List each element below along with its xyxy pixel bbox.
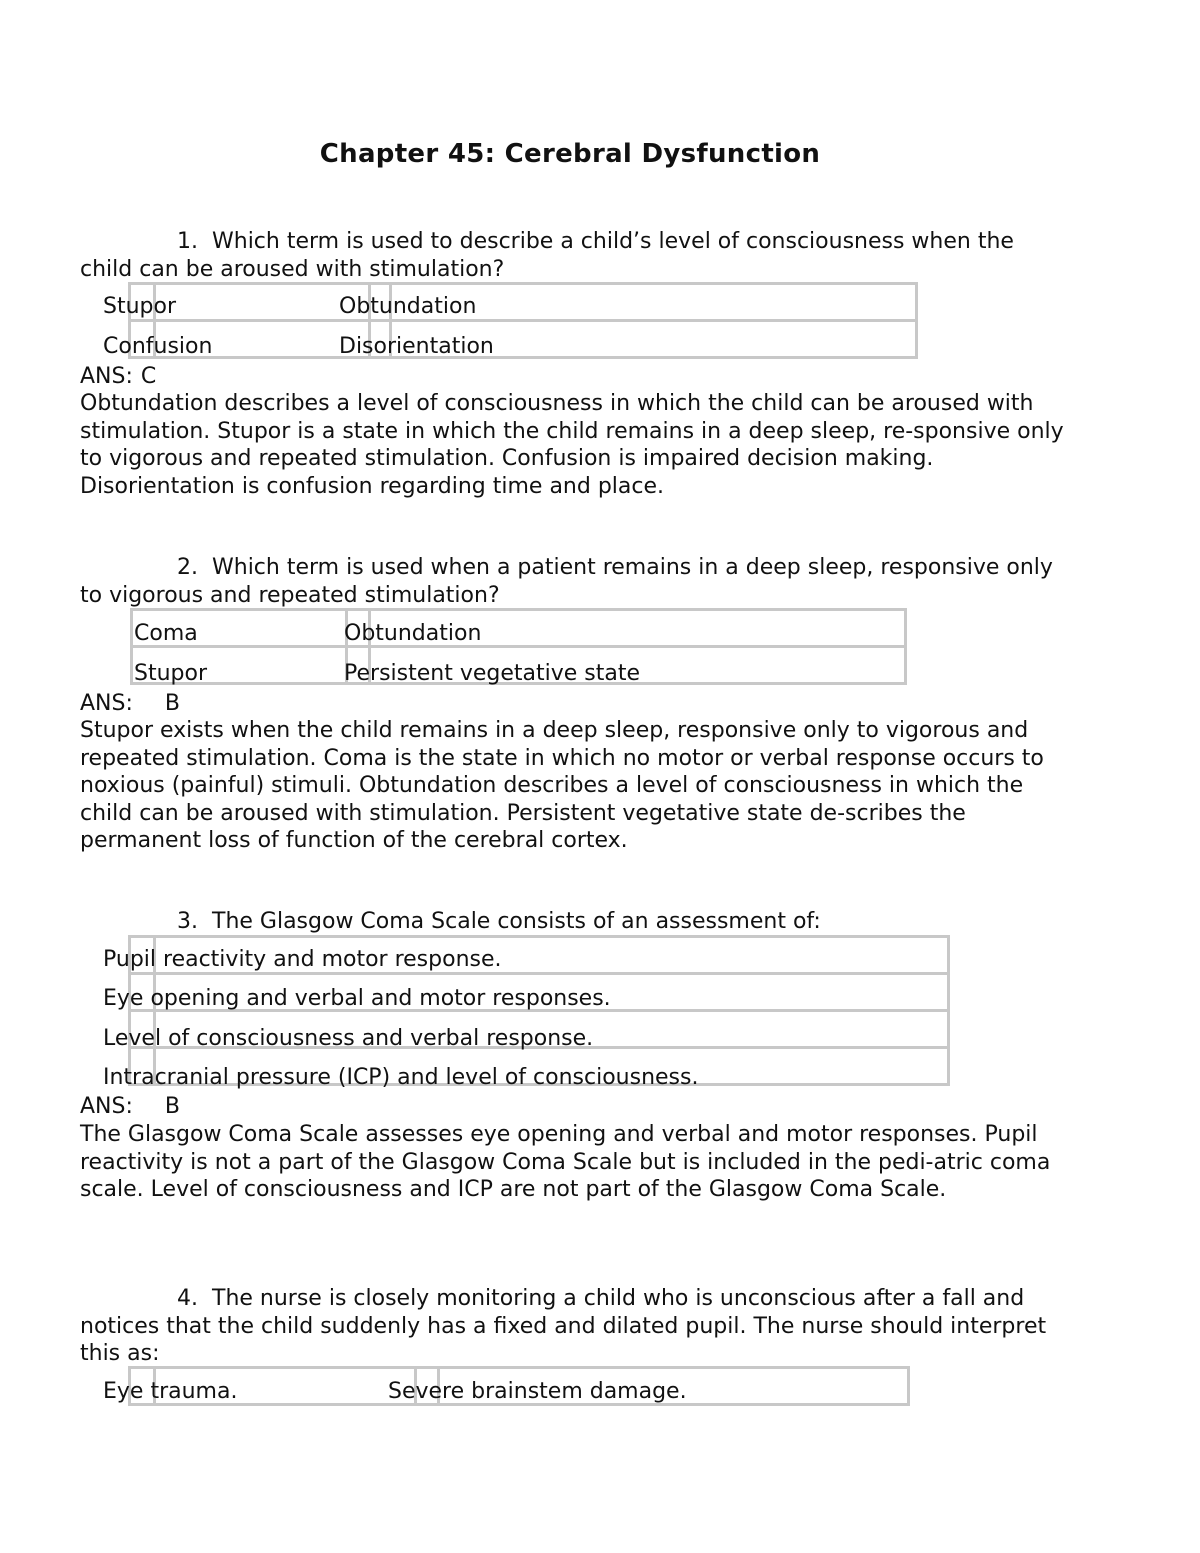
question-number: 2.: [177, 555, 198, 580]
answer-line: [80, 1093, 1070, 1121]
option-b[interactable]: Obtundation: [344, 621, 482, 646]
rationale-text: Obtundation describes a level of consciousness in which the child can be aroused with stimulation. Stupor is a state in which the child remains in a deep sleep, re-sponsive only to vigorous and repeated stimulation. Confusion is impaired decision making. Disorientation is confusion regarding time and place.: [80, 391, 1064, 499]
chapter-title: Chapter 45: Cerebral Dysfunction: [319, 139, 821, 169]
option-a[interactable]: Pupil reactivity and motor response.: [103, 947, 502, 972]
option-a[interactable]: Stupor: [103, 294, 177, 319]
option-c[interactable]: Confusion: [103, 334, 213, 359]
question-stem: The nurse is closely monitoring a child who is unconscious after a fall and notices that the child suddenly has a fixed and dilated pupil. The nurse should interpret this as:: [80, 1286, 1047, 1366]
option-c[interactable]: Level of consciousness and verbal response.: [103, 1026, 594, 1051]
answer-value: B: [164, 691, 180, 716]
option-b[interactable]: Severe brainstem damage.: [388, 1379, 687, 1404]
option-a[interactable]: Eye trauma.: [103, 1379, 238, 1404]
option-b[interactable]: Eye opening and verbal and motor responses.: [103, 986, 611, 1011]
option-a[interactable]: Coma: [134, 621, 198, 646]
question-3: [80, 908, 1070, 936]
option-d[interactable]: Intracranial pressure (ICP) and level of consciousness.: [103, 1065, 699, 1090]
question-number: 4.: [177, 1286, 198, 1311]
answer-line: [80, 363, 1070, 391]
question-stem: Which term is used to describe a child’s level of consciousness when the child can be aroused with stimulation?: [80, 229, 1014, 282]
question-number: 3.: [177, 909, 198, 934]
rationale: [80, 1121, 1070, 1204]
question-4: [80, 1285, 1070, 1368]
answer-label: ANS:: [80, 1094, 133, 1119]
option-b[interactable]: Obtundation: [339, 294, 477, 319]
option-c[interactable]: Stupor: [134, 661, 208, 686]
option-d[interactable]: Disorientation: [339, 334, 494, 359]
question-stem: The Glasgow Coma Scale consists of an assessment of:: [212, 909, 821, 934]
option-d[interactable]: Persistent vegetative state: [344, 661, 641, 686]
answer-value: C: [140, 364, 157, 389]
answer-label: ANS:: [80, 364, 133, 389]
answer-line: [80, 690, 1070, 718]
rationale: [80, 390, 1070, 500]
answer-value: B: [164, 1094, 180, 1119]
question-number: 1.: [177, 229, 198, 254]
rationale-text: Stupor exists when the child remains in a deep sleep, responsive only to vigorous and repeated stimulation. Coma is the state in which no motor or verbal response occurs to noxious (painful) stimuli. Obtundation describes a level of consciousness in which the child can be aroused with stimulation. Persistent vegetative state de-scribes the permanent loss of function of the cerebral cortex.: [80, 718, 1044, 853]
rationale-text: The Glasgow Coma Scale assesses eye opening and verbal and motor responses. Pupil reactivity is not a part of the Glasgow Coma Scale but is included in the pedi-atric coma scale. Level of consciousness and ICP are not part of the Glasgow Coma Scale.: [80, 1122, 1051, 1202]
question-2: [80, 554, 1070, 609]
question-1: [80, 228, 1070, 283]
answer-label: ANS:: [80, 691, 133, 716]
options-grid: [128, 282, 918, 359]
question-stem: Which term is used when a patient remains in a deep sleep, responsive only to vigorous and repeated stimulation?: [80, 555, 1053, 608]
rationale: [80, 717, 1070, 855]
